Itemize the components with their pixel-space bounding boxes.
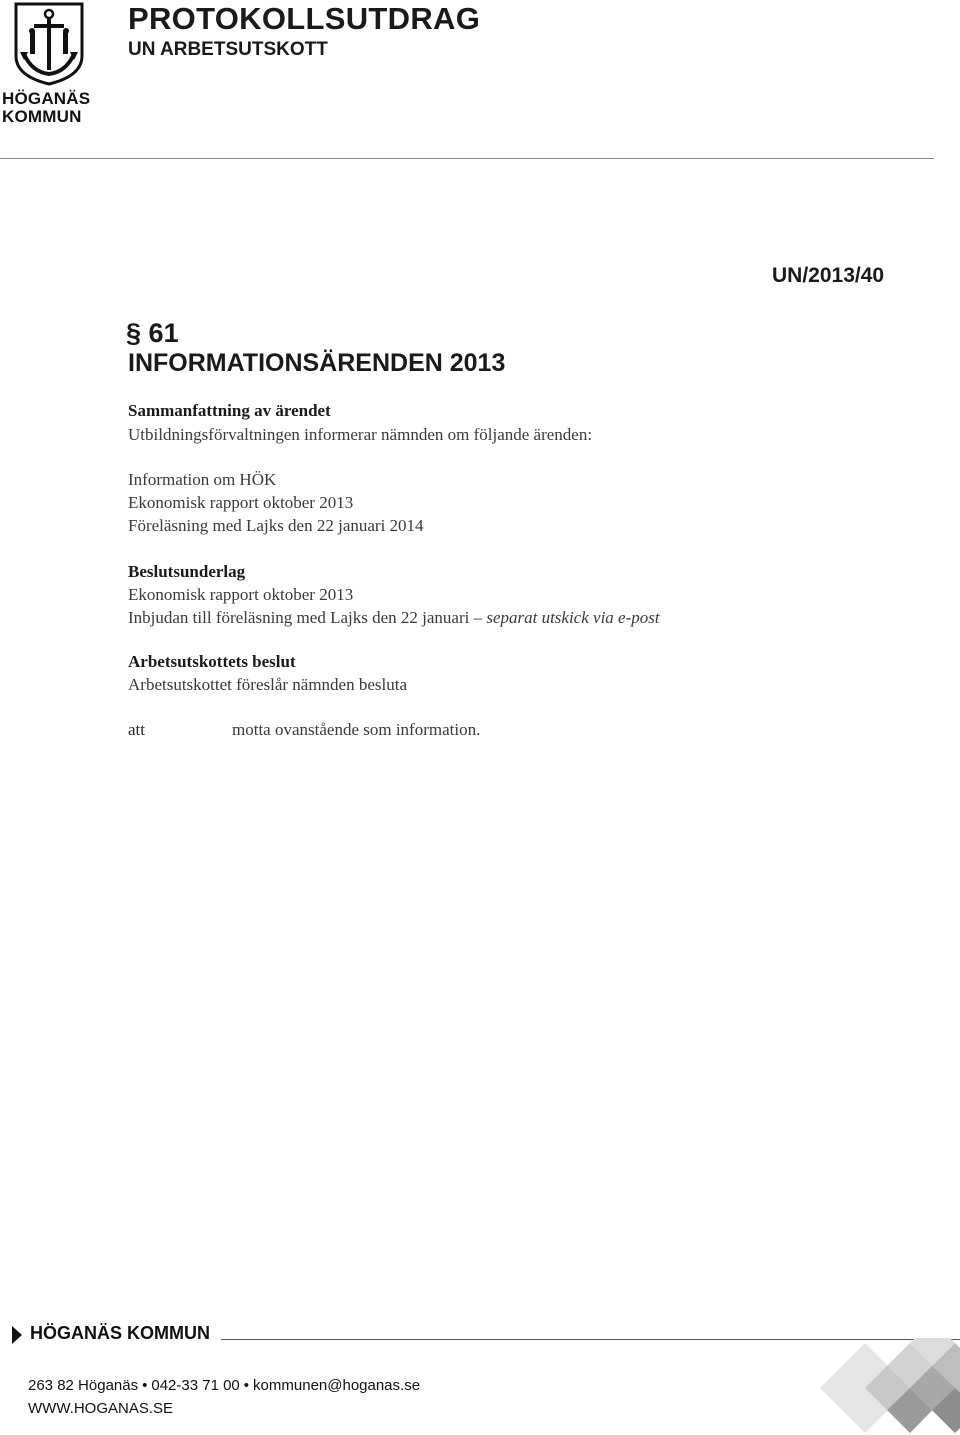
footer-bullet: • xyxy=(142,1377,148,1394)
basis-line-with-note xyxy=(128,607,660,629)
basis-line-text: Inbjudan till föreläsning med Lajks den 22 januari – xyxy=(128,608,483,627)
decision-att-clause xyxy=(128,719,828,743)
basis-heading: Beslutsunderlag xyxy=(128,562,246,581)
summary-intro: Utbildningsförvaltningen informerar nämnden om följande ärenden: xyxy=(128,425,593,444)
footer-website[interactable]: WWW.HOGANAS.SE xyxy=(28,1400,174,1417)
triangle-right-icon xyxy=(12,1326,22,1344)
section-heading xyxy=(126,316,179,350)
document-subtitle: UN ARBETSUTSKOTT xyxy=(128,39,328,60)
logo-wordmark xyxy=(2,90,112,126)
footer-email[interactable]: kommunen@hoganas.se xyxy=(253,1377,421,1394)
footer-contact-line xyxy=(28,1377,420,1395)
summary-heading: Sammanfattning av ärendet xyxy=(128,401,331,420)
logo-text-line2: KOMMUN xyxy=(2,107,82,126)
footer-diamond-pattern xyxy=(820,1338,960,1435)
header-divider xyxy=(0,158,934,159)
footer-postal: 263 82 Höganäs xyxy=(28,1377,139,1394)
basis-note: separat utskick via e-post xyxy=(486,608,660,627)
logo-text-line1: HÖGANÄS xyxy=(2,89,91,108)
summary-item: Föreläsning med Lajks den 22 januari 2014 xyxy=(128,516,424,535)
footer-organization-name: HÖGANÄS KOMMUN xyxy=(30,1323,210,1343)
document-title: PROTOKOLLSUTDRAG xyxy=(128,1,481,36)
att-label: att xyxy=(128,720,145,739)
att-text: motta ovanstående som information. xyxy=(232,720,481,739)
basis-line: Ekonomisk rapport oktober 2013 xyxy=(128,585,354,604)
section-title: INFORMATIONSÄRENDEN 2013 xyxy=(128,349,506,377)
summary-item: Information om HÖK xyxy=(128,470,277,489)
section-number: 61 xyxy=(148,318,179,348)
footer-phone: 042-33 71 00 xyxy=(151,1377,240,1394)
footer-bullet: • xyxy=(243,1377,250,1394)
case-number: UN/2013/40 xyxy=(772,264,885,287)
decision-heading: Arbetsutskottets beslut xyxy=(128,652,296,671)
decision-intro: Arbetsutskottet föreslår nämnden besluta xyxy=(128,675,408,694)
summary-item: Ekonomisk rapport oktober 2013 xyxy=(128,493,354,512)
section-symbol: § xyxy=(126,318,142,348)
